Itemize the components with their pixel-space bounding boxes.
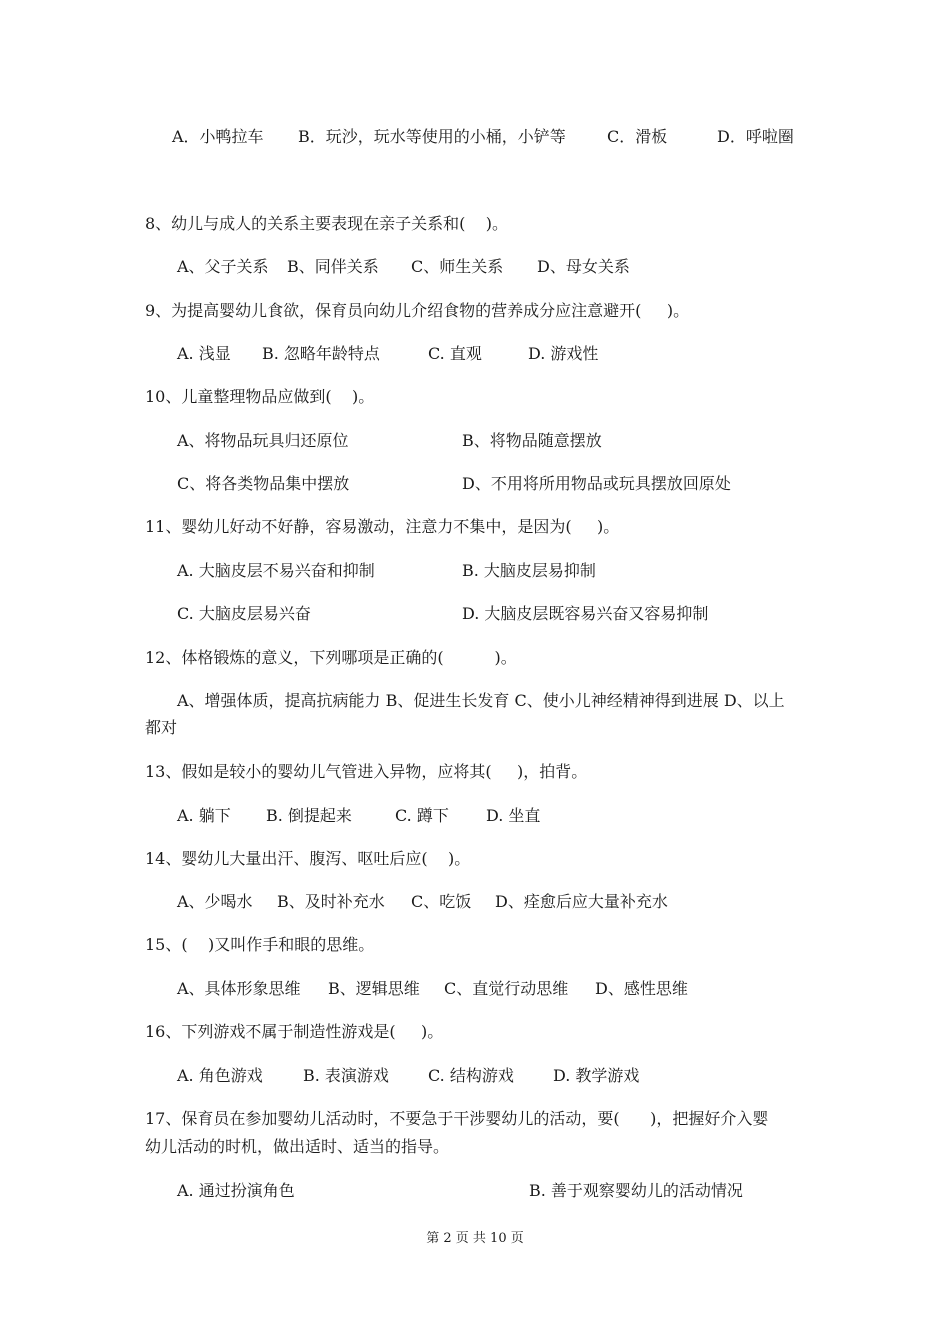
q8-option-c: C、师生关系 <box>411 257 504 276</box>
q8-option-b: B、同伴关系 <box>287 257 379 276</box>
q11-option-c: C. 大脑皮层易兴奋 <box>177 604 311 623</box>
q14-option-a: A、少喝水 <box>177 892 253 911</box>
q14-option-d: D、痊愈后应大量补充水 <box>495 892 668 911</box>
q10-option-a: A、将物品玩具归还原位 <box>177 431 349 450</box>
q16-stem: 16、下列游戏不属于制造性游戏是( )。 <box>145 1022 444 1041</box>
q12-options-line2: 都对 <box>145 718 178 737</box>
q10-stem: 10、儿童整理物品应做到( )。 <box>145 387 375 406</box>
q8-stem: 8、幼儿与成人的关系主要表现在亲子关系和( )。 <box>145 214 509 233</box>
q13-stem: 13、假如是较小的婴幼儿气管进入异物，应将其( )，拍背。 <box>145 762 588 781</box>
q16-option-a: A. 角色游戏 <box>177 1066 263 1085</box>
q10-option-c: C、将各类物品集中摆放 <box>177 474 350 493</box>
q11-option-d: D. 大脑皮层既容易兴奋又容易抑制 <box>462 604 709 623</box>
q7-option-b: B．玩沙，玩水等使用的小桶，小铲等 <box>298 127 566 146</box>
q13-option-d: D. 坐直 <box>486 806 541 825</box>
q11-option-b: B. 大脑皮层易抑制 <box>462 561 596 580</box>
q13-option-c: C. 蹲下 <box>395 806 449 825</box>
q14-option-c: C、吃饭 <box>411 892 472 911</box>
q15-option-a: A、具体形象思维 <box>177 979 301 998</box>
q17-option-b: B. 善于观察婴幼儿的活动情况 <box>529 1181 743 1200</box>
q9-option-c: C. 直观 <box>428 344 482 363</box>
q12-stem: 12、体格锻炼的意义，下列哪项是正确的( )。 <box>145 648 517 667</box>
q13-option-a: A. 躺下 <box>177 806 231 825</box>
q16-option-c: C. 结构游戏 <box>428 1066 514 1085</box>
q17-stem-line1: 17、保育员在参加婴幼儿活动时，不要急于干涉婴幼儿的活动，要( )，把握好介入婴 <box>145 1109 769 1128</box>
q17-option-a: A. 通过扮演角色 <box>177 1181 295 1200</box>
q7-option-a: A．小鸭拉车 <box>172 127 264 146</box>
q9-stem: 9、为提高婴幼儿食欲，保育员向幼儿介绍食物的营养成分应注意避开( )。 <box>145 301 690 320</box>
q15-stem: 15、( )又叫作手和眼的思维。 <box>145 935 375 954</box>
q8-option-d: D、母女关系 <box>537 257 630 276</box>
q12-options-line1: A、增强体质，提高抗病能力 B、促进生长发育 C、使小儿神经精神得到进展 D、以上 <box>177 691 785 710</box>
q10-option-d: D、不用将所用物品或玩具摆放回原处 <box>462 474 731 493</box>
q15-option-c: C、直觉行动思维 <box>444 979 569 998</box>
q8-option-a: A、父子关系 <box>177 257 269 276</box>
q16-option-d: D. 教学游戏 <box>553 1066 640 1085</box>
q9-option-d: D. 游戏性 <box>528 344 599 363</box>
q15-option-b: B、逻辑思维 <box>328 979 420 998</box>
q15-option-d: D、感性思维 <box>595 979 688 998</box>
q9-option-a: A. 浅显 <box>177 344 231 363</box>
q14-stem: 14、婴幼儿大量出汗、腹泻、呕吐后应( )。 <box>145 849 471 868</box>
q14-option-b: B、及时补充水 <box>277 892 385 911</box>
q11-stem: 11、婴幼儿好动不好静，容易激动，注意力不集中，是因为( )。 <box>145 517 620 536</box>
page-footer: 第 2 页 共 10 页 <box>426 1231 524 1246</box>
q7-option-d: D．呼啦圈 <box>717 127 794 146</box>
q17-stem-line2: 幼儿活动的时机，做出适时、适当的指导。 <box>145 1137 450 1156</box>
q11-option-a: A. 大脑皮层不易兴奋和抑制 <box>177 561 375 580</box>
q13-option-b: B. 倒提起来 <box>266 806 352 825</box>
q9-option-b: B. 忽略年龄特点 <box>262 344 380 363</box>
q7-option-c: C．滑板 <box>607 127 668 146</box>
q10-option-b: B、将物品随意摆放 <box>462 431 602 450</box>
q16-option-b: B. 表演游戏 <box>303 1066 389 1085</box>
